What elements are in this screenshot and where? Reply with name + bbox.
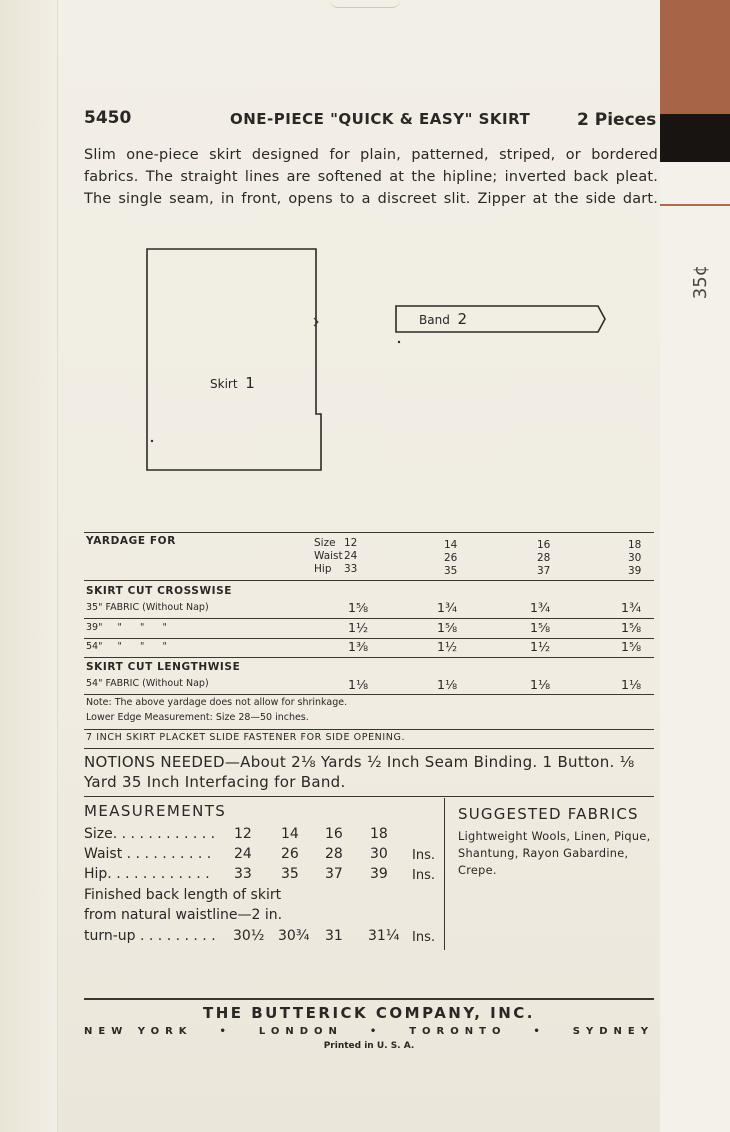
meas-hip-label: Hip. . . . . . . . . . . . [84,866,210,882]
crosswise-39-12: 1½ [348,620,369,635]
city-new-york: NEW YORK [84,1026,193,1037]
city-london: LONDON [258,1026,343,1037]
piece-count: 2 Pieces [577,110,657,130]
meas-waist-16: 28 [325,846,343,862]
crosswise-54-14: 1½ [437,639,458,654]
yardage-rule [84,694,654,695]
lower-edge-note: Lower Edge Measurement: Size 28—50 inches. [86,712,309,723]
color-band-black [660,114,730,162]
meas-turnup-label: turn-up . . . . . . . . . [84,928,216,944]
meas-size-16: 16 [325,826,343,842]
notions-needed: NOTIONS NEEDED—About 2⅛ Yards ½ Inch Seam Binding. 1 Button. ⅛ Yard 35 Inch Interfacing for Band. [84,753,635,791]
crosswise-35-18: 1¾ [621,600,642,615]
band-piece-label: Band 2 [419,310,467,328]
column-divider [444,798,445,950]
envelope-edge-strip [660,0,730,1132]
company-cities [84,1026,654,1037]
meas-hip-18: 39 [370,866,388,882]
meas-back-length-14: 30¾ [278,928,310,944]
meas-back-length-18: 31¼ [368,928,400,944]
measurements-title: MEASUREMENTS [84,802,227,820]
placket-note: 7 INCH SKIRT PLACKET SLIDE FASTENER FOR SIDE OPENING. [86,732,406,743]
meas-back-length-12: 30½ [233,928,265,944]
color-band-rule [660,204,730,206]
yardage-rule [84,729,654,730]
pattern-description: Slim one-piece skirt designed for plain, patterned, striped, or bordered fabrics. The straight lines are softened at the hipline; inverted back pleat. The single seam, in front, opens to a discreet slit. Zipper at the side dart. [84,147,658,207]
yardage-top-rule [84,532,654,533]
crosswise-54-18: 1⅝ [621,639,642,654]
city-separator: • [369,1026,383,1037]
meas-waist-18: 30 [370,846,388,862]
company-name: THE BUTTERICK COMPANY, INC. [202,1004,535,1022]
skirt-piece-label: Skirt 1 [210,374,255,392]
yardage-size-col-18: 18 30 39 [628,539,642,577]
city-sydney: SYDNEY [572,1026,654,1037]
yardage-note: Note: The above yardage does not allow for shrinkage. [86,697,348,708]
meas-hip-12: 33 [234,866,252,882]
meas-waist-14: 26 [281,846,299,862]
crosswise-row-39-label: 39" " " " [86,622,167,633]
price: 35¢ [690,264,711,300]
meas-turnup-unit: Ins. [412,930,435,945]
printed-in-usa: Printed in U. S. A. [323,1041,415,1051]
lengthwise-54-16: 1⅛ [530,677,551,692]
meas-waist-label: Waist . . . . . . . . . . [84,846,212,862]
city-separator: • [533,1026,546,1037]
yardage-rule [84,638,654,639]
meas-size-14: 14 [281,826,299,842]
meas-size-12: 12 [234,826,252,842]
yardage-rule [84,657,654,658]
lengthwise-title: SKIRT CUT LENGTHWISE [86,661,241,673]
yardage-rule [84,580,654,581]
yardage-rule [84,748,654,749]
meas-back-length-16: 31 [325,928,343,944]
meas-size-label: Size. . . . . . . . . . . . [84,826,216,842]
skirt-piece-diagram [146,248,321,471]
meas-size-18: 18 [370,826,388,842]
meas-hip-16: 37 [325,866,343,882]
crosswise-54-16: 1½ [530,639,551,654]
city-toronto: TORONTO [409,1026,507,1037]
color-band-brown [660,0,730,114]
crosswise-39-16: 1⅝ [530,620,551,635]
yardage-size-col-12: 12 24 33 [344,537,358,575]
crosswise-39-18: 1⅝ [621,620,642,635]
yardage-size-col-14: 14 26 35 [444,539,458,577]
yardage-size-col-16: 16 28 37 [537,539,551,577]
lengthwise-54-14: 1⅛ [437,677,458,692]
meas-back-length-line1: Finished back length of skirt [84,887,282,903]
pattern-number: 5450 [84,108,132,128]
crosswise-title: SKIRT CUT CROSSWISE [86,585,233,597]
crosswise-row-54-label: 54" " " " [86,641,167,652]
suggested-fabrics-title: SUGGESTED FABRICS [458,805,639,823]
envelope-tab-notch [330,0,400,8]
footer-rule [84,998,654,1000]
meas-waist-unit: Ins. [412,848,435,863]
crosswise-35-16: 1¾ [530,600,551,615]
meas-hip-unit: Ins. [412,868,435,883]
meas-waist-12: 24 [234,846,252,862]
crosswise-39-14: 1⅝ [437,620,458,635]
pattern-title: ONE-PIECE "QUICK & EASY" SKIRT [230,110,531,128]
crosswise-row-35-label: 35" FABRIC (Without Nap) [86,602,209,613]
city-separator: • [219,1026,232,1037]
meas-back-length-line2: from natural waistline—2 in. [84,907,283,923]
lengthwise-54-18: 1⅛ [621,677,642,692]
crosswise-35-14: 1¾ [437,600,458,615]
suggested-fabrics-list: Lightweight Wools, Linen, Pique, Shantung, Rayon Gabardine, Crepe. [458,830,651,877]
lengthwise-54-12: 1⅛ [348,677,369,692]
yardage-rule [84,618,654,619]
meas-hip-14: 35 [281,866,299,882]
notions-rule [84,796,654,797]
crosswise-35-12: 1⅝ [348,600,369,615]
envelope-fold [0,0,58,1132]
yardage-title: YARDAGE FOR [86,535,176,547]
crosswise-54-12: 1⅜ [348,639,369,654]
lengthwise-row-54-label: 54" FABRIC (Without Nap) [86,678,209,689]
yardage-size-header: Size Waist Hip [314,537,343,575]
